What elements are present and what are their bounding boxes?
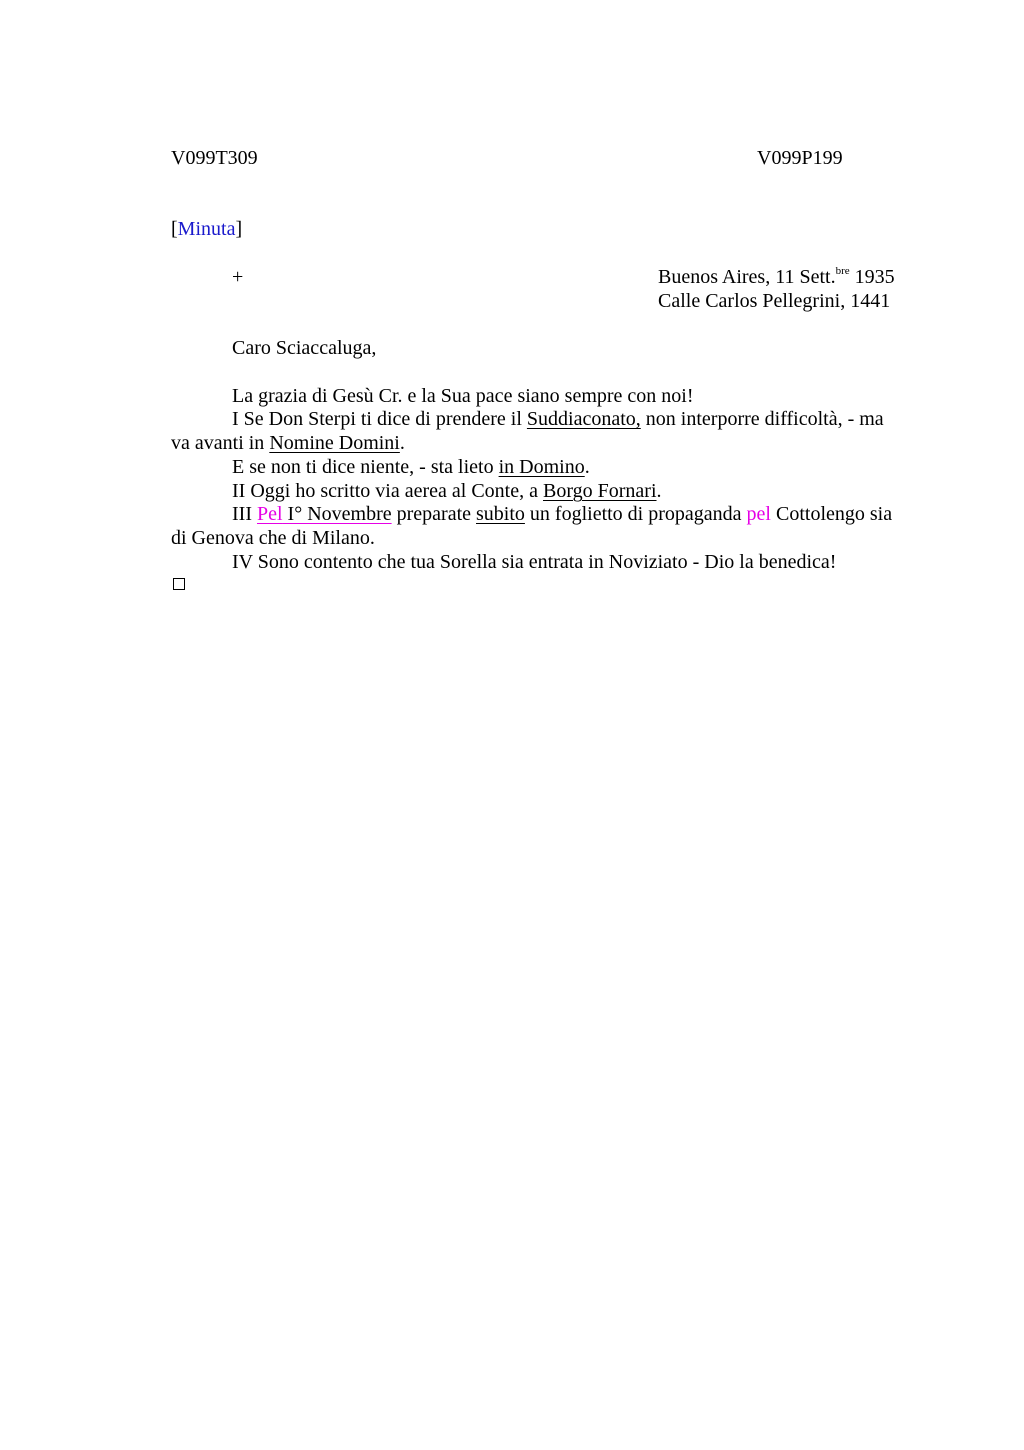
date-year: 1935: [849, 266, 895, 288]
document-code-left: V099T309: [171, 147, 258, 169]
p2-underlined-in-domino: in Domino: [498, 456, 585, 478]
bracket-close: ]: [235, 218, 243, 240]
p1-underlined-suddiaconato: Suddiaconato,: [526, 408, 641, 430]
p4-underlined-novembre: I° Novembre: [282, 503, 392, 525]
p4-text-b: preparate: [391, 503, 477, 525]
p4-underlined-subito: subito: [476, 503, 525, 525]
p4-text-a: III: [232, 503, 257, 525]
p2-text-b: .: [584, 456, 590, 478]
paragraph-1-line-1: [232, 407, 884, 431]
p1-text-c: va avanti in: [171, 432, 270, 454]
p3-underlined-borgo-fornari: Borgo Fornari: [543, 480, 657, 502]
p1-text-d: .: [399, 432, 405, 454]
document-code-right: V099P199: [757, 147, 843, 169]
date-place: Buenos Aires, 11 Sett.: [658, 266, 836, 288]
paragraph-1-line-2: [171, 431, 405, 455]
date-line: [658, 265, 895, 289]
paragraph-5: IV Sono contento che tua Sorella sia entrata in Noviziato - Dio la benedica!: [232, 551, 837, 573]
p1-underlined-nomine-domini: Nomine Domini: [269, 432, 400, 454]
paragraph-2: [232, 455, 590, 479]
p2-text-a: E se non ti dice niente, - sta lieto: [232, 456, 499, 478]
bracket-open: [: [171, 218, 178, 240]
paragraph-3: [232, 479, 662, 503]
p4-text-c: un foglietto di propaganda: [524, 503, 747, 525]
paragraph-4-line-2: di Genova che di Milano.: [171, 527, 375, 549]
p4-text-d: Cottolengo sia: [770, 503, 893, 525]
greeting-line: La grazia di Gesù Cr. e la Sua pace siano sempre con noi!: [232, 385, 694, 407]
cross-mark: +: [232, 266, 244, 288]
paragraph-4-line-1: [232, 502, 892, 526]
p4-pel-first: Pel: [256, 503, 283, 525]
address-line: Calle Carlos Pellegrini, 1441: [658, 290, 891, 312]
minuta-label: [171, 217, 242, 241]
end-box-icon: [173, 578, 185, 590]
p1-text-a: I Se Don Sterpi ti dice di prendere il: [232, 408, 527, 430]
salutation: Caro Sciaccaluga,: [232, 337, 377, 359]
p3-text-b: .: [656, 480, 662, 502]
p4-pel-second: pel: [746, 503, 771, 525]
p3-text-a: II Oggi ho scritto via aerea al Conte, a: [232, 480, 543, 502]
date-superscript: bre: [835, 265, 850, 277]
p1-text-b: non interporre difficoltà, - ma: [640, 408, 884, 430]
minuta-word: Minuta: [177, 218, 236, 240]
